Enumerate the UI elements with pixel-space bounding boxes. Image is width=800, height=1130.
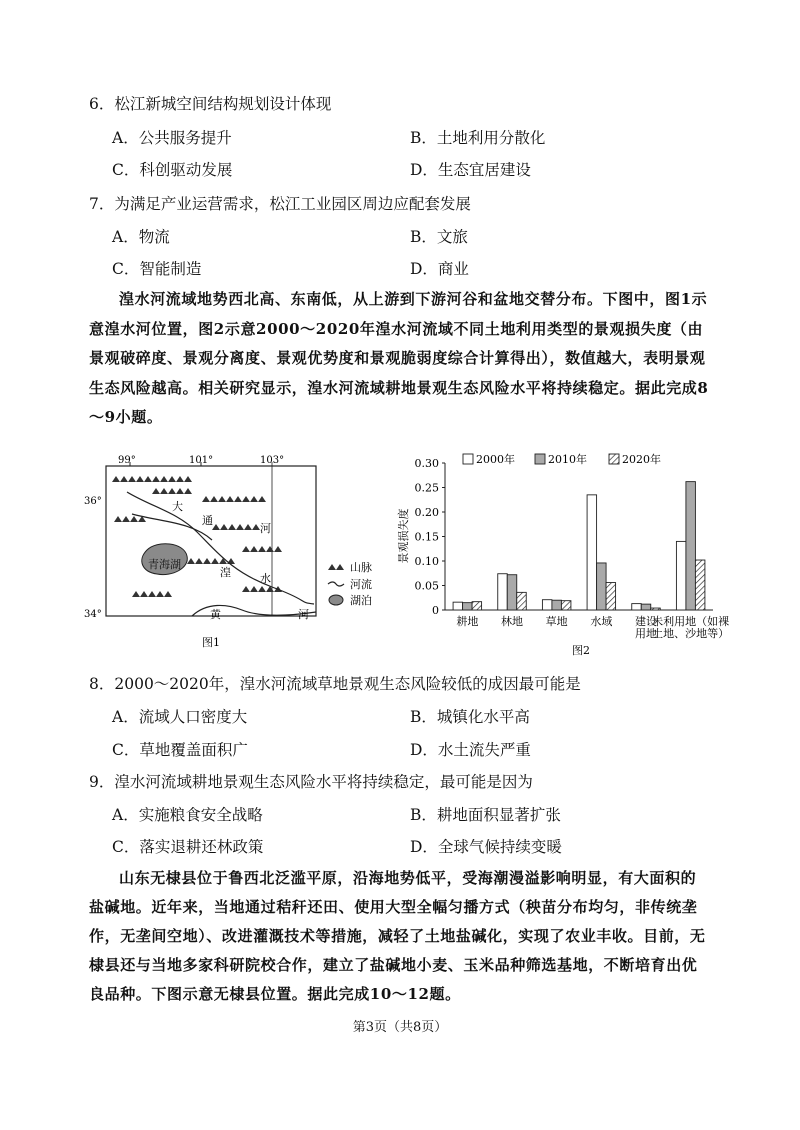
chart-bar xyxy=(517,592,527,610)
chart-labels xyxy=(456,614,729,640)
chart-bar xyxy=(552,600,562,610)
q9-option-b: B．耕地面积显著扩张 xyxy=(410,806,561,824)
q9-option-d: D．全球气候持续变暖 xyxy=(410,838,562,856)
q9-option-c: C．落实退耕还林政策 xyxy=(112,838,264,856)
map-label-qinghai-lake: 青海湖 xyxy=(148,558,181,571)
chart-bar xyxy=(472,602,482,610)
chart-y-tick-label: 0.20 xyxy=(414,506,439,519)
chart-y-tick-label: 0.10 xyxy=(414,555,439,568)
q9-stem: 9．湟水河流域耕地景观生态风险水平将持续稳定，最可能是因为 xyxy=(89,773,533,791)
mountain-icon xyxy=(202,496,266,502)
map-label-tong: 通 xyxy=(202,514,213,527)
chart-y-tick-label: 0.15 xyxy=(414,530,439,544)
chart-legend xyxy=(463,452,661,466)
q8-option-b: B．城镇化水平高 xyxy=(410,708,530,726)
chart-legend-label: 2000年 xyxy=(476,453,515,466)
chart-bar xyxy=(641,604,651,610)
q8-option-a: A．流域人口密度大 xyxy=(112,708,248,726)
map-label-huang: 湟 xyxy=(220,566,231,579)
lat-label-34: 34° xyxy=(84,609,102,620)
chart-bar xyxy=(695,560,705,610)
lon-label-103: 103° xyxy=(260,455,285,466)
q6-option-c: C．科创驱动发展 xyxy=(112,161,233,179)
chart-x-tick-label: 土地、沙地等） xyxy=(652,627,730,640)
mountain-icon xyxy=(132,591,172,597)
mountain-icon xyxy=(212,524,260,530)
chart-x-tick-label: 草地 xyxy=(545,615,568,628)
map-label-huang-river: 黄 xyxy=(210,608,221,621)
chart-caption: 图2 xyxy=(572,644,590,657)
chart-bar xyxy=(676,541,686,610)
chart-y-tick-label: 0 xyxy=(432,604,439,617)
chart-y-tick-label: 0.30 xyxy=(414,457,439,470)
lon-label-99: 99° xyxy=(118,455,136,466)
mountain-icon xyxy=(112,476,192,482)
chart-x-tick-label: 耕地 xyxy=(456,615,479,628)
chart-y-axis-label: 景观损失度 xyxy=(397,508,410,564)
mountain-icon xyxy=(114,516,146,522)
q8-stem: 8．2000～2020年，湟水河流域草地景观生态风险较低的成因最可能是 xyxy=(89,675,581,693)
tributary-river xyxy=(132,514,212,540)
chart-y-tick-label: 0.25 xyxy=(414,481,439,495)
bar-chart-figure-2 xyxy=(395,448,730,660)
mountain-icon xyxy=(187,558,235,564)
passage-wudi-text: 山东无棣县位于鲁西北泛滥平原，沿海地势低平，受海潮漫溢影响明显，有大面积的盐碱地。近年来，当地通过秸秆还田、使用大型全幅匀播方式（秧苗分布均匀，非传统垄作，无垄间空地）、改进灌溉技术等措施，减轻了土地盐碱化，实现了农业丰收。目前，无棣县还与当地多家科研院校合作，建立了盐碱地小麦、玉米品种筛选基地，不断培育出优良品种。下图示意无棣县位置。据此完成10～12题。 xyxy=(89,869,706,1003)
chart-bar xyxy=(597,563,607,610)
map-label-river: 河 xyxy=(298,608,309,621)
lon-label-101: 101° xyxy=(189,455,214,466)
chart-x-tick-label: 林地 xyxy=(501,615,523,628)
lat-label-36: 36° xyxy=(84,496,102,507)
chart-bar xyxy=(632,604,642,610)
map-label-da: 大 xyxy=(172,500,183,513)
mountain-icon xyxy=(242,546,282,552)
map-label-he: 河 xyxy=(260,522,271,535)
chart-x-tick-label: 建设 xyxy=(635,615,657,628)
map-figure-1 xyxy=(84,452,392,657)
q7-option-d: D．商业 xyxy=(410,260,469,278)
chart-bar xyxy=(587,495,597,610)
chart-bar xyxy=(686,482,696,610)
chart-bar xyxy=(561,601,571,610)
q7-option-b: B．文旅 xyxy=(410,228,468,246)
q9-option-a: A．实施粮食安全战略 xyxy=(112,806,263,824)
map-caption: 图1 xyxy=(202,636,220,649)
chart-legend-swatch xyxy=(535,454,545,464)
legend-mountain-label: 山脉 xyxy=(350,561,372,574)
q8-option-d: D．水土流失严重 xyxy=(410,741,531,759)
map-label-shui: 水 xyxy=(260,572,271,585)
q7-stem: 7．为满足产业运营需求，松江工业园区周边应配套发展 xyxy=(89,195,471,213)
chart-bar xyxy=(542,600,552,610)
chart-legend-swatch xyxy=(609,454,619,464)
q6-option-a: A．公共服务提升 xyxy=(112,129,232,147)
legend-lake-icon xyxy=(329,595,343,605)
q6-option-b: B．土地利用分散化 xyxy=(410,129,546,147)
q7-option-c: C．智能制造 xyxy=(112,260,202,278)
legend-mountain-icon xyxy=(328,564,344,570)
chart-x-tick-label: 水域 xyxy=(590,615,613,628)
passage-huangshui-text: 湟水河流域地势西北高、东南低，从上游到下游河谷和盆地交替分布。下图中，图1示意湟水河位置，图2示意2000～2020年湟水河流域不同土地利用类型的景观损失度（由景观破碎度、景观分离度、景观优势度和景观脆弱度综合计算得出），数值越大，表明景观生态风险越高。相关研究显示，湟水河流域耕地景观生态风险水平将持续稳定。据此完成8～9小题。 xyxy=(89,290,709,426)
passage-wudi xyxy=(89,864,709,1009)
chart-bar xyxy=(507,575,517,610)
legend-lake-label: 湖泊 xyxy=(350,594,372,607)
q8-option-c: C．草地覆盖面积广 xyxy=(112,741,248,759)
chart-bar xyxy=(606,583,616,610)
map-legend xyxy=(328,561,372,607)
chart-bar xyxy=(453,602,462,610)
chart-legend-label: 2020年 xyxy=(622,453,661,466)
q7-option-a: A．物流 xyxy=(112,228,170,246)
chart-legend-label: 2010年 xyxy=(548,453,587,466)
q6-option-d: D．生态宜居建设 xyxy=(410,161,531,179)
chart-x-tick-label: 未利用地（如裸 xyxy=(652,615,730,628)
legend-river-label: 河流 xyxy=(350,578,372,591)
passage-huangshui xyxy=(89,285,709,433)
chart-axes xyxy=(415,457,714,617)
mountain-ranges xyxy=(112,476,282,597)
chart-bars xyxy=(453,482,705,610)
chart-bar xyxy=(498,574,508,610)
mountain-icon xyxy=(152,488,192,494)
chart-bar xyxy=(463,603,473,610)
legend-river-icon xyxy=(328,582,344,586)
chart-x-tick-label: 用地 xyxy=(635,627,657,640)
chart-legend-swatch xyxy=(463,454,473,464)
chart-bar xyxy=(651,608,661,610)
q6-stem: 6．松江新城空间结构规划设计体现 xyxy=(89,95,332,113)
page-footer: 第3页（共8页） xyxy=(352,1020,448,1035)
chart-y-tick-label: 0.05 xyxy=(414,579,439,593)
